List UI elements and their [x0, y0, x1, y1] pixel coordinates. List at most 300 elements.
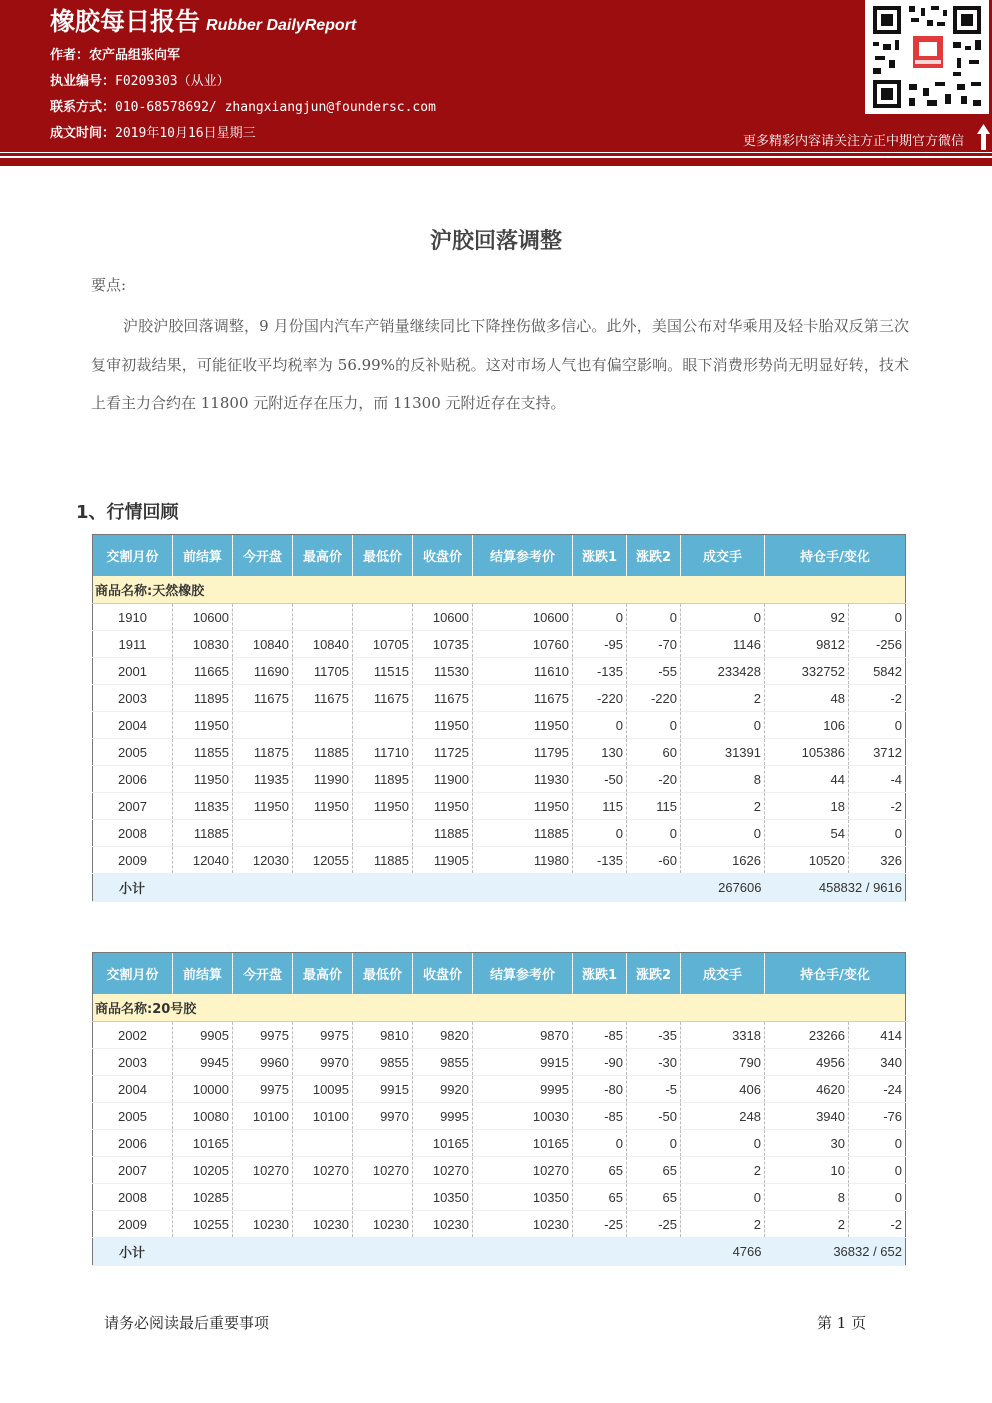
table-cell: 2007: [93, 1157, 173, 1184]
table-cell: 10600: [413, 604, 473, 631]
subtotal-row: [93, 874, 906, 902]
table-cell: 10230: [233, 1211, 293, 1238]
table-row: [93, 1211, 906, 1238]
table-cell: -60: [627, 847, 681, 874]
table-cell: 10095: [293, 1076, 353, 1103]
qr-code-icon: [865, 0, 989, 114]
contact-line: [50, 96, 436, 115]
table-row: [93, 793, 906, 820]
table-cell: 10705: [353, 631, 413, 658]
arrow-up-icon: [977, 124, 990, 150]
table-cell: 0: [849, 1184, 906, 1211]
table-cell: [353, 820, 413, 847]
column-header: 涨跌2: [627, 535, 681, 577]
table-cell: 12030: [233, 847, 293, 874]
subtotal-row: [93, 1238, 906, 1266]
table-cell: 115: [573, 793, 627, 820]
table-cell: 0: [849, 820, 906, 847]
table-cell: -2: [849, 793, 906, 820]
table-cell: 2009: [93, 1211, 173, 1238]
table-cell: -76: [849, 1103, 906, 1130]
table-cell: 0: [573, 820, 627, 847]
contact-value: 010-68578692/ zhangxiangjun@foundersc.com: [115, 100, 436, 115]
table-row: [93, 1157, 906, 1184]
table-cell: -4: [849, 766, 906, 793]
section-title-market-review: 1、行情回顾: [76, 502, 179, 523]
table-row: [93, 766, 906, 793]
table-cell: 10: [765, 1157, 849, 1184]
subtotal-label: 小计: [93, 1238, 173, 1266]
table-cell: 11950: [473, 793, 573, 820]
table-cell: 9920: [413, 1076, 473, 1103]
table-cell: -20: [627, 766, 681, 793]
report-title: 沪胶回落调整: [429, 229, 562, 254]
table-cell: 11935: [233, 766, 293, 793]
table-cell: 9915: [473, 1049, 573, 1076]
table-cell: 11930: [473, 766, 573, 793]
table-cell: 10840: [293, 631, 353, 658]
table-cell: 0: [573, 712, 627, 739]
column-header: 交割月份: [93, 535, 173, 577]
table-cell: -25: [627, 1211, 681, 1238]
table-cell: 9975: [293, 1022, 353, 1049]
table-header-row: [93, 953, 906, 995]
table-cell: -135: [573, 658, 627, 685]
table-cell: -24: [849, 1076, 906, 1103]
table-cell: -90: [573, 1049, 627, 1076]
table-cell: 60: [627, 739, 681, 766]
table-cell: 11950: [173, 766, 233, 793]
column-header: 持仓手/变化: [765, 953, 906, 995]
table-cell: 0: [849, 604, 906, 631]
table-cell: 2002: [93, 1022, 173, 1049]
table-cell: [293, 604, 353, 631]
table-cell: 790: [681, 1049, 765, 1076]
table-cell: 2007: [93, 793, 173, 820]
column-header: 今开盘: [233, 535, 293, 577]
header-rule-thin: [0, 153, 992, 156]
table-cell: 9820: [413, 1022, 473, 1049]
subtotal-volume: 4766: [681, 1238, 765, 1266]
subtotal-open-interest: 36832 / 652: [765, 1238, 906, 1266]
table-cell: 0: [681, 712, 765, 739]
table-cell: 5842: [849, 658, 906, 685]
license-value: F0209303（从业）: [115, 74, 230, 89]
table-cell: -135: [573, 847, 627, 874]
table-cell: 10520: [765, 847, 849, 874]
table-cell: 11675: [473, 685, 573, 712]
table-cell: -55: [627, 658, 681, 685]
table-cell: 11950: [233, 793, 293, 820]
table-cell: 11905: [413, 847, 473, 874]
table-cell: 11950: [293, 793, 353, 820]
key-points-label: 要点:: [91, 276, 127, 294]
table-cell: 105386: [765, 739, 849, 766]
table-cell: 11885: [173, 820, 233, 847]
table-cell: 11895: [173, 685, 233, 712]
table-cell: 2004: [93, 712, 173, 739]
table-cell: 10255: [173, 1211, 233, 1238]
column-header: 收盘价: [413, 535, 473, 577]
column-header: 结算参考价: [473, 953, 573, 995]
column-header: 涨跌2: [627, 953, 681, 995]
table-cell: 10600: [173, 604, 233, 631]
table-cell: 11725: [413, 739, 473, 766]
column-header: 涨跌1: [573, 953, 627, 995]
table-cell: 0: [573, 1130, 627, 1157]
license-label: 执业编号：: [50, 74, 116, 89]
table-cell: 11885: [413, 820, 473, 847]
table-cell: [233, 820, 293, 847]
table-cell: [233, 712, 293, 739]
table-cell: 11950: [473, 712, 573, 739]
table-cell: 65: [627, 1157, 681, 1184]
table-cell: 11515: [353, 658, 413, 685]
table-cell: 10230: [293, 1211, 353, 1238]
table-cell: 65: [627, 1184, 681, 1211]
table-cell: 9855: [353, 1049, 413, 1076]
table-cell: 332752: [765, 658, 849, 685]
table-cell: -256: [849, 631, 906, 658]
column-header: 前结算: [173, 953, 233, 995]
table-cell: 11690: [233, 658, 293, 685]
column-header: 成交手: [681, 535, 765, 577]
table-cell: 0: [681, 604, 765, 631]
table-cell: 11835: [173, 793, 233, 820]
table-cell: 10270: [233, 1157, 293, 1184]
table-cell: 10270: [413, 1157, 473, 1184]
column-header: 成交手: [681, 953, 765, 995]
table-cell: -220: [573, 685, 627, 712]
table-cell: 2005: [93, 1103, 173, 1130]
table-cell: 2003: [93, 685, 173, 712]
table-cell: 10165: [173, 1130, 233, 1157]
table-body: [93, 604, 906, 874]
table-cell: 9975: [233, 1022, 293, 1049]
table-cell: 233428: [681, 658, 765, 685]
table-cell: 3712: [849, 739, 906, 766]
market-table-natural-rubber: [92, 534, 906, 902]
contact-label: 联系方式：: [50, 100, 116, 115]
brand-title-en: Rubber DailyReport: [206, 17, 357, 34]
table-cell: 11675: [353, 685, 413, 712]
subtotal-open-interest: 458832 / 9616: [765, 874, 906, 902]
table-cell: 11950: [413, 793, 473, 820]
table-row: [93, 631, 906, 658]
table-cell: 2006: [93, 1130, 173, 1157]
page-prefix: 第: [817, 1314, 833, 1332]
table-cell: 11980: [473, 847, 573, 874]
subtotal-volume: 267606: [681, 874, 765, 902]
table-cell: 2: [765, 1211, 849, 1238]
table-cell: 2: [681, 1211, 765, 1238]
table-cell: 11855: [173, 739, 233, 766]
table-cell: 10205: [173, 1157, 233, 1184]
table-cell: 0: [627, 604, 681, 631]
table-cell: 10760: [473, 631, 573, 658]
table-cell: 11950: [353, 793, 413, 820]
table-row: [93, 1022, 906, 1049]
table-cell: 23266: [765, 1022, 849, 1049]
table-cell: 11950: [173, 712, 233, 739]
table-cell: 11885: [293, 739, 353, 766]
table-cell: 0: [627, 820, 681, 847]
table-cell: 8: [681, 766, 765, 793]
table-cell: 65: [573, 1157, 627, 1184]
subtotal-spacer: [173, 874, 681, 902]
table-cell: 0: [849, 1157, 906, 1184]
page-suffix: 页: [851, 1314, 867, 1332]
market-table-tsr20: [92, 952, 906, 1266]
table-cell: 2: [681, 793, 765, 820]
table-cell: 11795: [473, 739, 573, 766]
table-cell: 10165: [473, 1130, 573, 1157]
table-cell: 0: [681, 1130, 765, 1157]
table-cell: 31391: [681, 739, 765, 766]
follow-wechat-text: 更多精彩内容请关注方正中期官方微信: [742, 134, 964, 149]
table-cell: 10830: [173, 631, 233, 658]
table-cell: 0: [681, 820, 765, 847]
table-cell: 2004: [93, 1076, 173, 1103]
table-cell: 10230: [473, 1211, 573, 1238]
table-cell: 2008: [93, 820, 173, 847]
table-cell: 10270: [353, 1157, 413, 1184]
table-row: [93, 1049, 906, 1076]
table-cell: 10030: [473, 1103, 573, 1130]
table-cell: 11875: [233, 739, 293, 766]
table-cell: 11885: [473, 820, 573, 847]
summary-paragraph: 沪胶沪胶回落调整，9 月份国内汽车产销量继续同比下降挫伤做多信心。此外，美国公布对华乘用及轻卡胎双反第三次复审初裁结果，可能征收平均税率为 56.99%的反补贴税。这对市场人气也有偏空影响。眼下消费形势尚无明显好转，技术上看主力合约在 11800 元附近存在压力，而 11300 元附近存在支持。: [91, 317, 909, 412]
table-cell: 248: [681, 1103, 765, 1130]
brand-title-cn: 橡胶每日报告: [50, 7, 201, 36]
page-number: 1: [836, 1314, 847, 1332]
table-row: [93, 685, 906, 712]
table-cell: 44: [765, 766, 849, 793]
table-cell: 9855: [413, 1049, 473, 1076]
subtotal-spacer: [173, 1238, 681, 1266]
table-cell: 0: [573, 604, 627, 631]
table-cell: 9905: [173, 1022, 233, 1049]
date-label: 成文时间：: [50, 126, 116, 141]
table-cell: 414: [849, 1022, 906, 1049]
table-cell: -220: [627, 685, 681, 712]
table-cell: -2: [849, 685, 906, 712]
table-cell: 9812: [765, 631, 849, 658]
table-cell: 10165: [413, 1130, 473, 1157]
table-cell: 30: [765, 1130, 849, 1157]
table-cell: 54: [765, 820, 849, 847]
table-cell: 11885: [353, 847, 413, 874]
table-cell: 9970: [293, 1049, 353, 1076]
product-name: 商品名称:20号胶: [93, 994, 906, 1022]
table-cell: [353, 712, 413, 739]
table-cell: -30: [627, 1049, 681, 1076]
table-cell: 2009: [93, 847, 173, 874]
table-cell: 106: [765, 712, 849, 739]
column-header: 持仓手/变化: [765, 535, 906, 577]
table-row: [93, 1076, 906, 1103]
date-value: 2019年10月16日星期三: [115, 126, 256, 141]
table-cell: [353, 1130, 413, 1157]
table-row: [93, 1130, 906, 1157]
table-cell: 11530: [413, 658, 473, 685]
table-cell: 1146: [681, 631, 765, 658]
table-cell: 2: [681, 685, 765, 712]
table-cell: 65: [573, 1184, 627, 1211]
table-cell: -50: [573, 766, 627, 793]
table-row: [93, 1103, 906, 1130]
table-body: [93, 1022, 906, 1238]
table-cell: 11675: [233, 685, 293, 712]
table-cell: 12040: [173, 847, 233, 874]
report-header: [0, 0, 992, 152]
table-cell: 10230: [353, 1211, 413, 1238]
table-cell: -2: [849, 1211, 906, 1238]
table-row: [93, 847, 906, 874]
table-cell: [353, 604, 413, 631]
table-cell: 0: [627, 1130, 681, 1157]
date-line: [50, 122, 256, 141]
table-cell: [353, 1184, 413, 1211]
column-header: 最低价: [353, 535, 413, 577]
table-row: [93, 739, 906, 766]
table-cell: 11665: [173, 658, 233, 685]
header-rule-thick: [0, 158, 992, 166]
table-cell: 11895: [353, 766, 413, 793]
table-cell: 11900: [413, 766, 473, 793]
table-cell: 9945: [173, 1049, 233, 1076]
table-cell: 10270: [473, 1157, 573, 1184]
table-cell: 9995: [413, 1103, 473, 1130]
author-value: 农产品组张向军: [89, 48, 181, 63]
table-cell: 11675: [293, 685, 353, 712]
column-header: 结算参考价: [473, 535, 573, 577]
footer-notice: 请务必阅读最后重要事项: [104, 1314, 270, 1332]
table-cell: 10270: [293, 1157, 353, 1184]
report-brand: [50, 2, 356, 38]
table-cell: 2001: [93, 658, 173, 685]
table-cell: [293, 1130, 353, 1157]
table-cell: 0: [849, 1130, 906, 1157]
table-cell: 11990: [293, 766, 353, 793]
subtotal-label: 小计: [93, 874, 173, 902]
table-cell: 10840: [233, 631, 293, 658]
table-cell: 0: [849, 712, 906, 739]
table-cell: [293, 820, 353, 847]
table-cell: 1910: [93, 604, 173, 631]
table-cell: 10735: [413, 631, 473, 658]
table-cell: 3940: [765, 1103, 849, 1130]
table-cell: 11705: [293, 658, 353, 685]
table-cell: 4956: [765, 1049, 849, 1076]
table-cell: 115: [627, 793, 681, 820]
table-row: [93, 712, 906, 739]
table-cell: 11610: [473, 658, 573, 685]
table-cell: -5: [627, 1076, 681, 1103]
table-cell: [293, 712, 353, 739]
table-cell: 0: [627, 712, 681, 739]
column-header: 最高价: [293, 535, 353, 577]
table-cell: 2006: [93, 766, 173, 793]
column-header: 最高价: [293, 953, 353, 995]
table-cell: 10100: [293, 1103, 353, 1130]
table-cell: 406: [681, 1076, 765, 1103]
footer-page-number: [817, 1312, 866, 1333]
table-cell: 11950: [413, 712, 473, 739]
table-cell: 2: [681, 1157, 765, 1184]
table-cell: [293, 1184, 353, 1211]
table-cell: 4620: [765, 1076, 849, 1103]
table-cell: 0: [681, 1184, 765, 1211]
table-cell: 10600: [473, 604, 573, 631]
table-cell: 10350: [413, 1184, 473, 1211]
license-line: [50, 70, 230, 89]
table-cell: 1911: [93, 631, 173, 658]
column-header: 最低价: [353, 953, 413, 995]
table-row: [93, 658, 906, 685]
table-cell: 9970: [353, 1103, 413, 1130]
table-cell: 10285: [173, 1184, 233, 1211]
table-cell: -70: [627, 631, 681, 658]
table-cell: 10080: [173, 1103, 233, 1130]
table-cell: 2008: [93, 1184, 173, 1211]
table-cell: 10230: [413, 1211, 473, 1238]
table-cell: 1626: [681, 847, 765, 874]
column-header: 前结算: [173, 535, 233, 577]
table-cell: 130: [573, 739, 627, 766]
table-cell: 9960: [233, 1049, 293, 1076]
table-cell: 11710: [353, 739, 413, 766]
table-cell: 9995: [473, 1076, 573, 1103]
author-label: 作者：: [50, 48, 90, 63]
table-cell: -85: [573, 1022, 627, 1049]
column-header: 涨跌1: [573, 535, 627, 577]
column-header: 交割月份: [93, 953, 173, 995]
table-cell: 3318: [681, 1022, 765, 1049]
table-cell: 340: [849, 1049, 906, 1076]
table-cell: 18: [765, 793, 849, 820]
product-name: 商品名称:天然橡胶: [93, 576, 906, 604]
table-cell: 8: [765, 1184, 849, 1211]
table-row: [93, 604, 906, 631]
table-cell: -85: [573, 1103, 627, 1130]
column-header: 收盘价: [413, 953, 473, 995]
table-cell: [233, 1184, 293, 1211]
table-cell: 48: [765, 685, 849, 712]
table-cell: 10100: [233, 1103, 293, 1130]
table-cell: 9915: [353, 1076, 413, 1103]
table-cell: -25: [573, 1211, 627, 1238]
table-cell: -35: [627, 1022, 681, 1049]
table-row: [93, 1184, 906, 1211]
table-cell: 12055: [293, 847, 353, 874]
table-cell: 9975: [233, 1076, 293, 1103]
table-cell: -80: [573, 1076, 627, 1103]
table-cell: 2005: [93, 739, 173, 766]
table-cell: [233, 1130, 293, 1157]
product-name-row: [93, 994, 906, 1022]
table-cell: 2003: [93, 1049, 173, 1076]
table-cell: 9810: [353, 1022, 413, 1049]
table-cell: 11675: [413, 685, 473, 712]
table-cell: [233, 604, 293, 631]
table-header-row: [93, 535, 906, 577]
author-line: [50, 44, 180, 63]
table-cell: -95: [573, 631, 627, 658]
table-row: [93, 820, 906, 847]
table-cell: 10000: [173, 1076, 233, 1103]
product-name-row: [93, 576, 906, 604]
